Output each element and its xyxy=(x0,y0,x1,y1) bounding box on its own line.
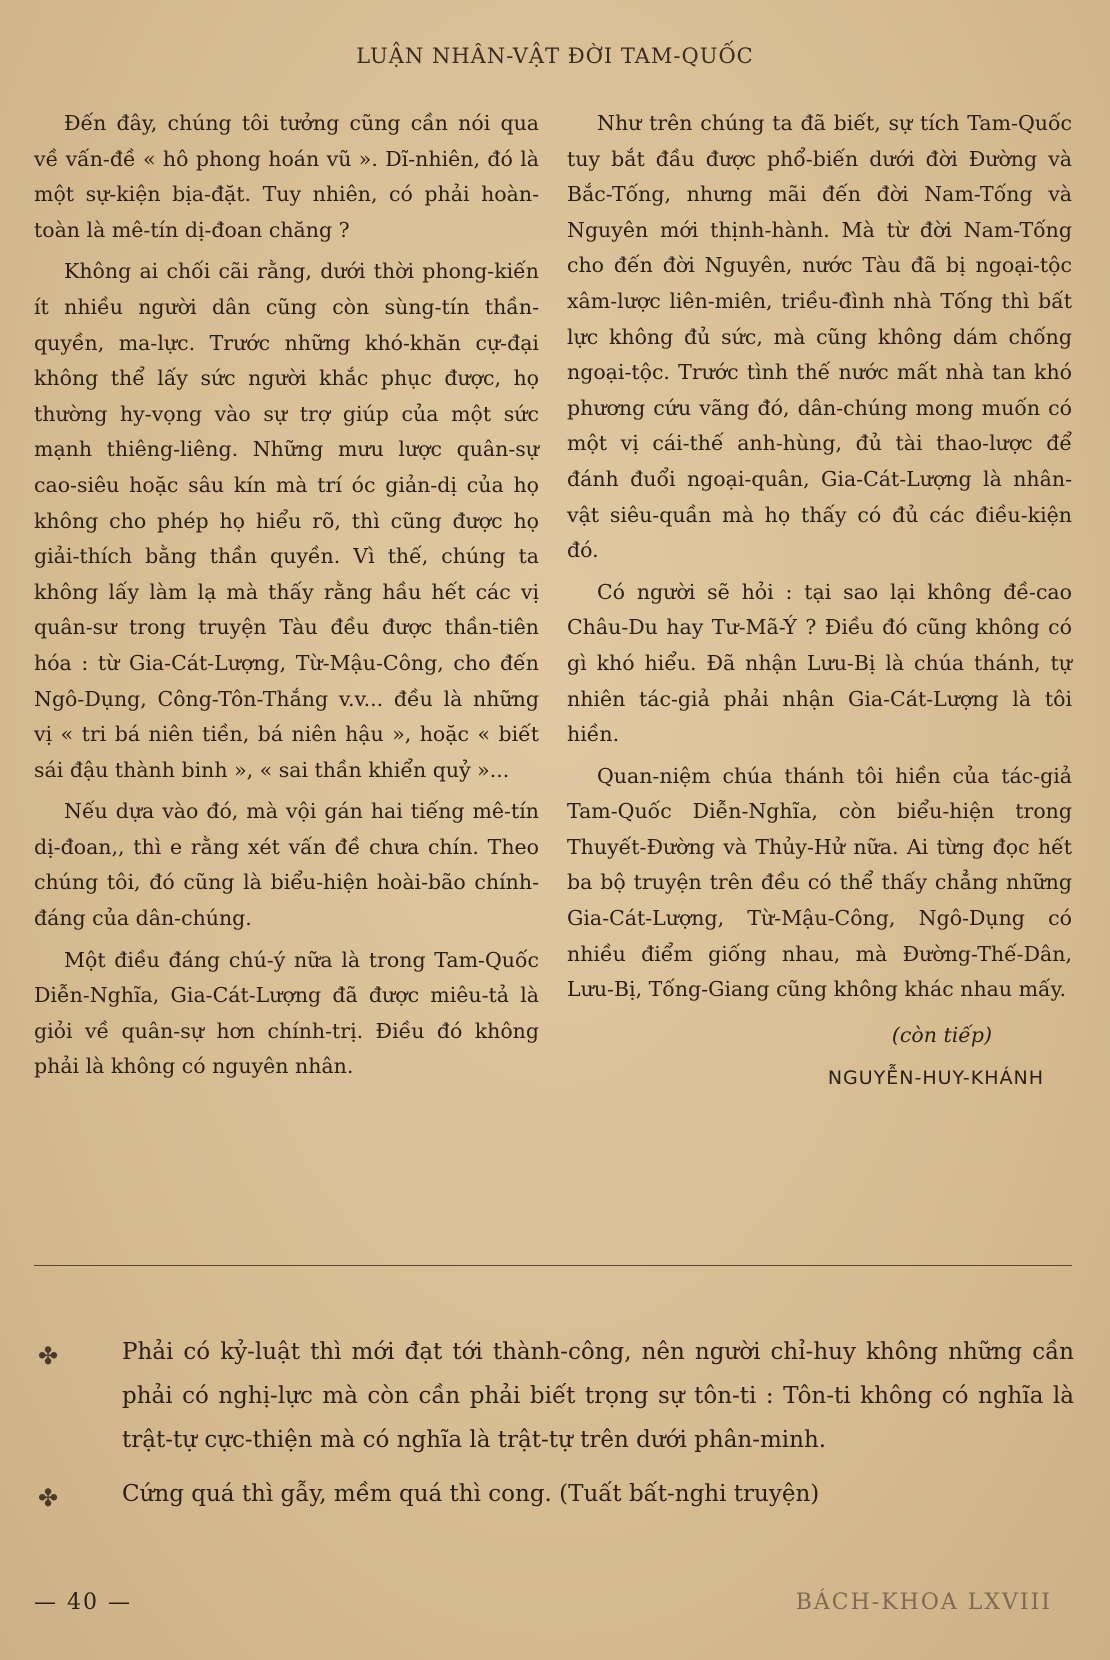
quote-item xyxy=(34,1472,1074,1516)
paragraph: Nếu dựa vào đó, mà vội gán hai tiếng mê-tín dị-đoan,, thì e rằng xét vấn đề chưa chín. Theo chúng tôi, đó cũng là biểu-hiện hoài-bão chính-đáng của dân-chúng. xyxy=(34,799,539,931)
right-column xyxy=(567,106,1072,1097)
left-column xyxy=(34,106,539,1091)
paragraph: Một điều đáng chú-ý nữa là trong Tam-Quốc Diễn-Nghĩa, Gia-Cát-Lượng đã được miêu-tả là giỏi về quân-sự hơn chính-trị. Điều đó không phải là không có nguyên nhân. xyxy=(34,947,539,1079)
paragraph: Đến đây, chúng tôi tưởng cũng cần nói qua về vấn-đề « hô phong hoán vũ ». Dĩ-nhiên, đó là một sự-kiện bịa-đặt. Tuy nhiên, có phải hoàn-toàn là mê-tín dị-đoan chăng ? xyxy=(34,111,539,242)
paragraph: Như trên chúng ta đã biết, sự tích Tam-Quốc tuy bắt đầu được phổ-biến dưới đời Đường và Bắc-Tống, nhưng mãi đến đời Nam-Tống và Nguyên mới thịnh-hành. Mà từ đời Nam-Tống cho đến đời Nguyên, nước Tàu đã bị ngoại-tộc xâm-lược liên-miên, triều-đình nhà Tống thì bất lực không đủ sức, mà cũng không dám chống ngoại-tộc. Trước tình thế nước mất nhà tan khó phương cứu vãng đó, dân-chúng mong muốn có một vị cái-thế anh-hùng, đủ tài thao-lược để đánh đuổi ngoại-quân, Gia-Cát-Lượng là nhân-vật siêu-quần mà họ thấy có đủ các điều-kiện đó. xyxy=(567,111,1072,563)
author-name: NGUYỄN-HUY-KHÁNH xyxy=(827,1067,1044,1090)
paragraph: Không ai chối cãi rằng, dưới thời phong-kiến ít nhiều người dân cũng còn sùng-tín thần-quyền, ma-lực. Trước những khó-khăn cự-đại không thể lấy sức người khắc phục được, họ thường hy-vọng vào sự trợ giúp của một sức mạnh thiêng-liêng. Những mưu lược quân-sự cao-siêu hoặc sâu kín mà trí óc giản-dị của họ không cho phép họ hiểu rõ, thì cũng được họ giải-thích bằng thần quyền. Vì thế, chúng ta không lấy làm lạ mà thấy rằng hầu hết các vị quân-sư trong truyện Tàu đều được thần-tiên hóa : từ Gia-Cát-Lượng, Từ-Mậu-Công, cho đến Ngô-Dụng, Công-Tôn-Thắng v.v... đều là những vị « tri bá niên tiền, bá niên hậu », hoặc « biết sái đậu thành binh », « sai thần khiển quỷ »... xyxy=(34,259,539,782)
quote-text: Cứng quá thì gẫy, mềm quá thì cong. (Tuất bất-nghi truyện) xyxy=(122,1481,820,1507)
continued-note: (còn tiếp) xyxy=(891,1022,992,1047)
page-number: — 40 — xyxy=(34,1590,132,1615)
section-divider xyxy=(34,1265,1072,1266)
paragraph: Quan-niệm chúa thánh tôi hiền của tác-giả Tam-Quốc Diễn-Nghĩa, còn biểu-hiện trong Thuyết-Đường và Thủy-Hử nữa. Ai từng đọc hết ba bộ truyện trên đều có thể thấy chẳng những Gia-Cát-Lượng, Từ-Mậu-Công, Ngô-Dụng có nhiều điểm giống nhau, mà Đường-Thế-Dân, Lưu-Bị, Tống-Giang cũng không khác nhau mấy. xyxy=(567,763,1072,1002)
quotes-block xyxy=(34,1330,1074,1526)
ornament-icon: ✤ xyxy=(38,1342,59,1370)
quote-text: Phải có kỷ-luật thì mới đạt tới thành-công, nên người chỉ-huy không những cần phải có nghị-lực mà còn cần phải biết trọng sự tôn-ti : Tôn-ti không có nghĩa là trật-tự cực-thiện mà có nghĩa là trật-tự trên dưới phân-minh. xyxy=(122,1339,1074,1453)
ornament-icon: ✤ xyxy=(38,1484,59,1512)
running-head: LUẬN NHÂN-VẬT ĐỜI TAM-QUỐC xyxy=(356,44,754,68)
paragraph: Có người sẽ hỏi : tại sao lại không đề-cao Châu-Du hay Tư-Mã-Ý ? Điều đó cũng không có gì khó hiểu. Đã nhận Lưu-Bị là chúa thánh, tự nhiên tác-giả phải nhận Gia-Cát-Lượng là tôi hiền. xyxy=(567,579,1072,747)
publication-name: BÁCH-KHOA LXVIII xyxy=(795,1590,1052,1615)
quote-item xyxy=(34,1330,1074,1462)
